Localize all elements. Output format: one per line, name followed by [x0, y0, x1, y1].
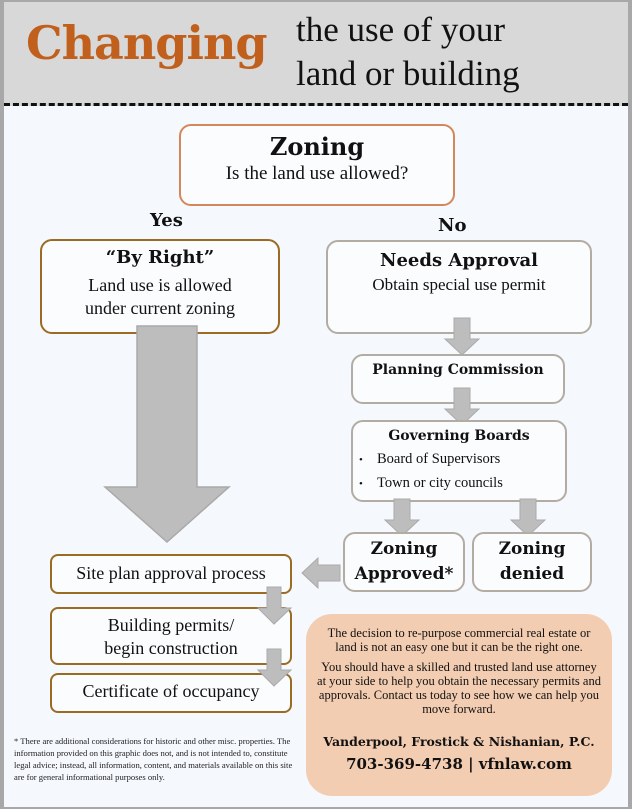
- by-right-title: “By Right”: [105, 247, 215, 268]
- title-highlight: Changing: [26, 16, 267, 70]
- zoning-question: Is the land use allowed?: [225, 163, 409, 184]
- down-arrow-icon: [443, 317, 481, 357]
- zoning-approved-label: [345, 537, 463, 587]
- list-item: • Board of Supervisors: [359, 451, 501, 467]
- by-right-description: [42, 274, 278, 320]
- zoning-denied-box: [472, 532, 592, 592]
- title-subtitle: [296, 8, 520, 96]
- governing-boards-title: Governing Boards: [388, 428, 530, 444]
- zoning-title: Zoning: [269, 132, 365, 161]
- list-item: • Town or city councils: [359, 475, 503, 491]
- building-permits-line-2: begin construction: [104, 638, 238, 658]
- by-right-box: [40, 239, 280, 334]
- left-arrow-icon: [300, 557, 342, 589]
- zoning-box: [179, 124, 455, 206]
- footnote-disclaimer: * There are additional considerations for historic and other misc. properties. The information provided on this graphic does not, and is not intended to, constitute legal advice; instead, all information, content, and materials available on this site are for general informational purposes only.: [14, 736, 293, 782]
- building-permits-line-1: Building permits/: [107, 615, 235, 635]
- approved-line-1: Zoning: [370, 539, 438, 559]
- title-line-2: land or building: [296, 54, 520, 93]
- planning-commission-title: Planning Commission: [372, 362, 544, 378]
- no-label: No: [438, 215, 467, 236]
- down-arrow-icon: [257, 586, 293, 626]
- promo-paragraph-2: You should have a skilled and trusted land use attorney at your side to help you obtain the necessary permits and approvals. Contact us today to see how we can help you move forward.: [317, 660, 601, 716]
- certificate-label: Certificate of occupancy: [82, 681, 260, 701]
- contact-info[interactable]: 703-369-4738 | vfnlaw.com: [346, 755, 572, 773]
- by-right-line-2: under current zoning: [85, 298, 235, 318]
- by-right-line-1: Land use is allowed: [88, 275, 232, 295]
- certificate-step: [50, 673, 292, 713]
- big-down-arrow-icon: [99, 324, 235, 546]
- site-plan-step: [50, 554, 292, 594]
- site-plan-label: Site plan approval process: [76, 563, 266, 583]
- promo-callout: [306, 614, 612, 796]
- denied-line-2: denied: [499, 564, 565, 584]
- title-line-1: the use of your: [296, 10, 505, 49]
- needs-approval-title: Needs Approval: [380, 250, 538, 271]
- building-permits-step: [50, 607, 292, 665]
- firm-name: Vanderpool, Frostick & Nishanian, P.C.: [323, 734, 595, 749]
- governing-boards-box: [351, 420, 567, 502]
- denied-line-1: Zoning: [498, 539, 566, 559]
- down-arrow-icon: [257, 648, 293, 688]
- zoning-approved-box: [343, 532, 465, 592]
- yes-label: Yes: [150, 210, 183, 231]
- header-banner: [4, 2, 628, 106]
- building-permits-label: [52, 614, 290, 660]
- needs-approval-subtitle: Obtain special use permit: [372, 275, 546, 294]
- dashed-divider: [4, 103, 628, 106]
- approved-line-2: Approved*: [354, 564, 454, 584]
- governing-boards-list: [359, 448, 565, 496]
- zoning-denied-label: [474, 537, 590, 587]
- promo-paragraph-1: The decision to re-purpose commercial real estate or land is not an easy one but it can be the right one.: [327, 626, 591, 654]
